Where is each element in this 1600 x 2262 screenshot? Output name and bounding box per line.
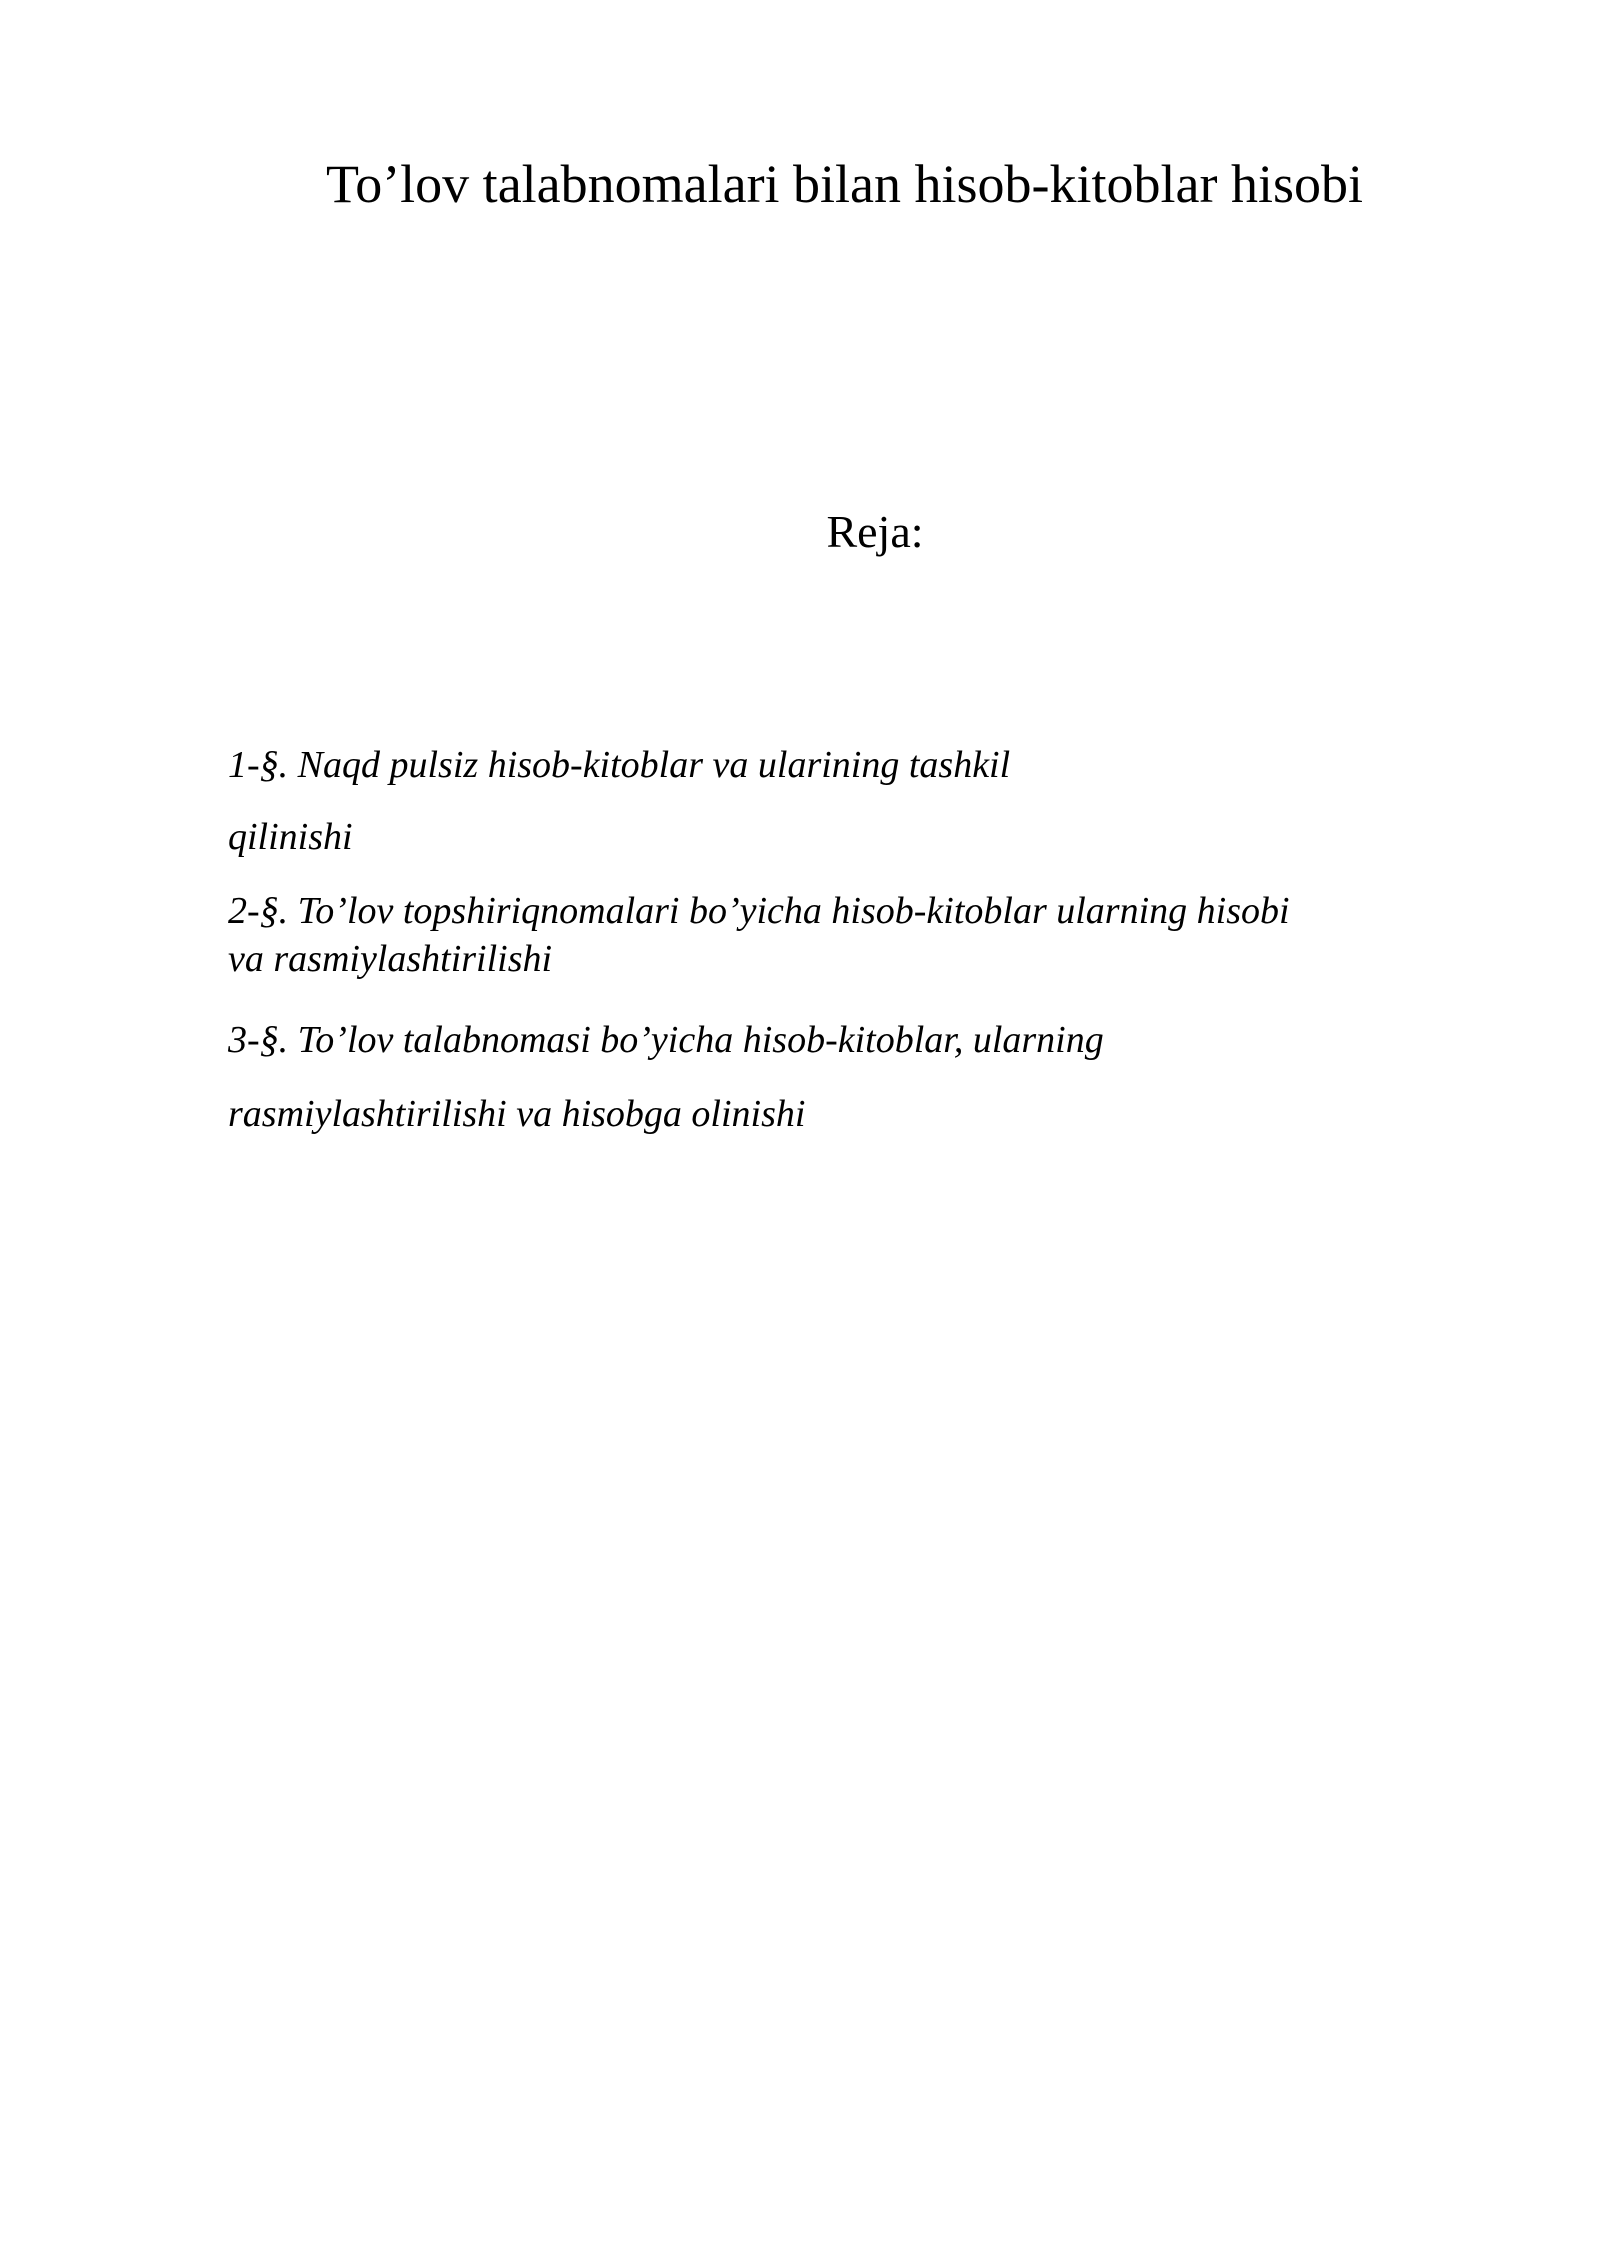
plan-item-1-line-2: qilinishi bbox=[228, 816, 353, 858]
plan-heading: Reja: bbox=[826, 506, 924, 557]
plan-item-2-line-1: 2-§. To’lov topshiriqnomalari bo’yicha hisob-kitoblar ularning hisobi bbox=[228, 890, 1290, 932]
document-title: To’lov talabnomalari bilan hisob-kitoblar hisobi bbox=[325, 154, 1364, 214]
plan-item-3-line-2: rasmiylashtirilishi va hisobga olinishi bbox=[228, 1093, 806, 1135]
plan-item-1-line-1: 1-§. Naqd pulsiz hisob-kitoblar va ularining tashkil bbox=[228, 744, 1011, 786]
plan-item-2-line-2: va rasmiylashtirilishi bbox=[228, 938, 553, 980]
plan-item-3-line-1: 3-§. To’lov talabnomasi bo’yicha hisob-kitoblar, ularning bbox=[228, 1019, 1104, 1061]
